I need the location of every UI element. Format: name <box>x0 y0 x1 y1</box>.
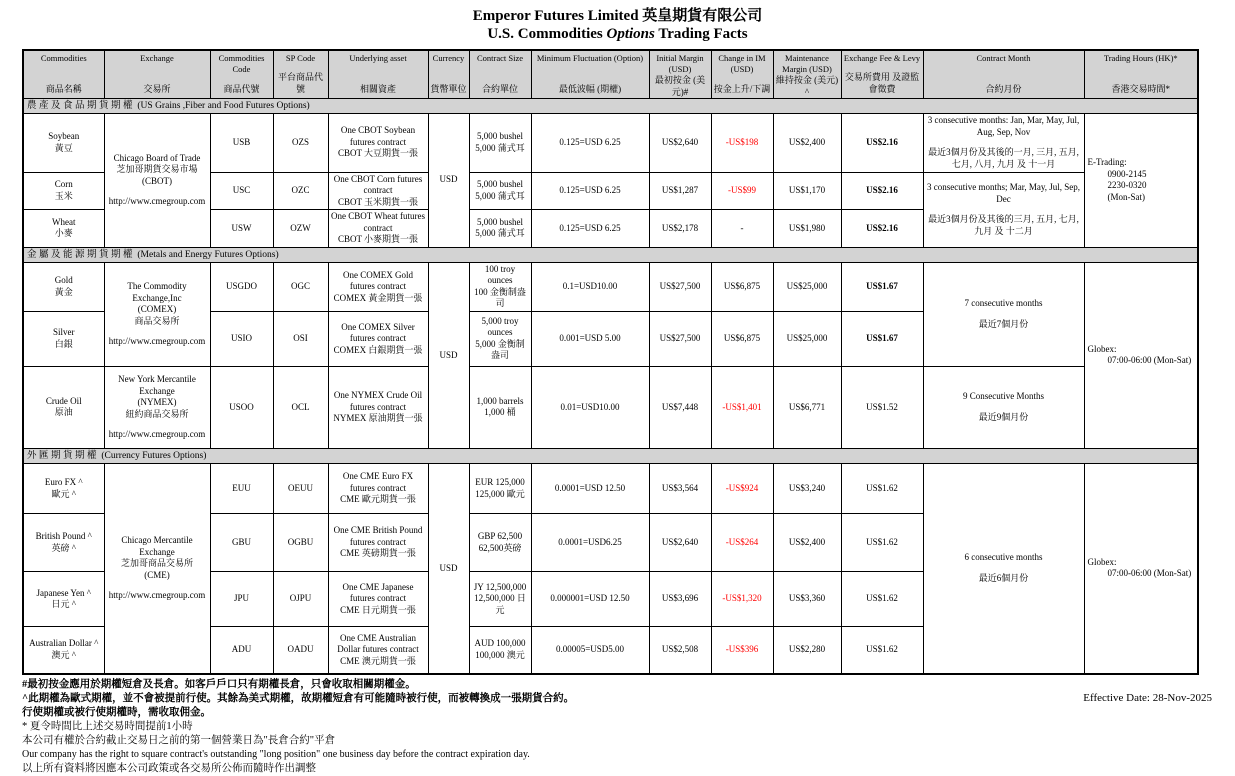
gbp-exchange-fee: US$1.62 <box>841 514 923 572</box>
footnote-square-en: Our company has the right to square contract's outstanding "long position" one business day before the contract expiration day. <box>22 748 530 760</box>
header-en: Contract Month <box>976 53 1031 64</box>
document-title-italic: Options <box>606 26 655 42</box>
en-line: 100 troy ounces <box>484 263 516 286</box>
col-header-sp-code <box>273 50 328 98</box>
silver-exchange-fee: US$1.67 <box>841 311 923 366</box>
header-zh: 相關資產 <box>359 83 396 94</box>
header-zh: 香港交易時間* <box>1111 83 1170 94</box>
wheat-code: USW <box>210 210 273 248</box>
gold-initial-margin: US$27,500 <box>649 262 711 311</box>
gbp-min-fluctuation: 0.0001=USD6.25 <box>531 514 649 572</box>
soybean-commodity <box>23 113 104 172</box>
cornwheat-contract-month <box>923 172 1084 247</box>
trading-hours-grains <box>1084 113 1198 247</box>
header-zh: 交易所 <box>143 83 171 94</box>
header-en: Trading Hours (HK)* <box>1103 53 1178 64</box>
hours-line: 07:00-06:00 (Mon-Sat) <box>1107 568 1192 579</box>
col-header-maintenance-margin <box>773 50 841 98</box>
zh-line: 125,000 歐元 <box>475 488 525 499</box>
header-en: SP Code <box>285 53 316 64</box>
gold-maintenance-margin: US$25,000 <box>773 262 841 311</box>
crude-code: USOO <box>210 366 273 448</box>
aud-code: ADU <box>210 627 273 674</box>
aud-change-im: -US$396 <box>711 627 773 674</box>
exchange-name-en: New York Mercantile Exchange <box>118 374 196 396</box>
header-en: Commodities <box>40 53 87 64</box>
zh-line: CME 澳元期貨一張 <box>340 655 416 666</box>
col-header-contract-size <box>469 50 531 98</box>
col-header-commodities-code <box>210 50 273 98</box>
section-title-en: (US Grains ,Fiber and Food Futures Options) <box>135 100 310 111</box>
header-zh: 最初按金 (美元)# <box>654 75 706 97</box>
en-line: One CME Japanese futures contract <box>342 581 414 604</box>
corn-maintenance-margin: US$1,170 <box>773 172 841 210</box>
silver-initial-margin: US$27,500 <box>649 311 711 366</box>
silver-underlying <box>328 311 428 366</box>
exchange-name-zh: 紐約商品交易所 <box>125 408 189 419</box>
zh-line: 5,000 蒲式耳 <box>475 142 525 153</box>
en-line: One CBOT Soybean futures contract <box>340 125 416 147</box>
corn-code: USC <box>210 172 273 210</box>
soybean-code: USB <box>210 113 273 172</box>
corn-exchange-fee: US$2.16 <box>841 172 923 210</box>
gbp-initial-margin: US$2,640 <box>649 514 711 572</box>
exchange-comex <box>104 262 210 366</box>
zh-line: CBOT 玉米期貨一張 <box>337 196 419 207</box>
exchange-url: http://www.cmegroup.com <box>108 429 206 440</box>
section-title-grains <box>23 98 1198 113</box>
jpy-maintenance-margin: US$3,360 <box>773 572 841 627</box>
en-line: EUR 125,000 <box>475 477 525 488</box>
exchange-nymex <box>104 366 210 448</box>
zh-line: 玉米 <box>54 190 73 201</box>
exchange-name-en: Chicago Mercantile Exchange <box>121 535 193 557</box>
goldsilver-contract-month <box>923 262 1084 366</box>
header-zh: 商品代號 <box>223 83 260 94</box>
soybean-min-fluctuation: 0.125=USD 6.25 <box>531 113 649 172</box>
euro-contract-size <box>469 464 531 514</box>
crude-contract-size <box>469 366 531 448</box>
footnote-square-zh: 本公司有權於合約截止交易日之前的第一個營業日為"長倉合約"平倉 <box>22 734 336 746</box>
section-title-zh: 農產及食品期貨期權 <box>27 100 136 111</box>
gold-min-fluctuation: 0.1=USD10.00 <box>531 262 649 311</box>
exchange-abbr: (CME) <box>144 569 170 580</box>
gold-contract-size <box>469 262 531 311</box>
zh-line: 5,000 蒲式耳 <box>475 190 525 201</box>
en-line: One NYMEX Crude Oil futures contract <box>333 390 423 412</box>
zh-line: 5,000 蒲式耳 <box>475 228 525 239</box>
month-en: 9 Consecutive Months <box>963 391 1044 402</box>
currency-grains: USD <box>428 113 469 247</box>
header-zh: 合約單位 <box>481 83 518 94</box>
exchange-abbr: (CBOT) <box>142 175 172 186</box>
en-line: Japanese Yen ^ <box>36 587 91 598</box>
corn-min-fluctuation: 0.125=USD 6.25 <box>531 172 649 210</box>
month-en: 3 consecutive months: Jan, Mar, May, Jul, Aug, Sep, Nov <box>927 115 1080 137</box>
aud-exchange-fee: US$1.62 <box>841 627 923 674</box>
exchange-name-zh: 芝加哥期貨交易市場 <box>116 164 198 175</box>
header-zh: 商品名稱 <box>45 83 82 94</box>
section-title-metals <box>23 247 1198 262</box>
crude-min-fluctuation: 0.01=USD10.00 <box>531 366 649 448</box>
jpy-sp-code: OJPU <box>273 572 328 627</box>
footnote-european-option: ^此期權為歐式期權，並不會被提前行使。其餘為美式期權，故期權短倉有可能隨時被行使，而被轉換成一張期貨合約。 <box>22 692 575 704</box>
fx-contract-month <box>923 464 1084 674</box>
en-line: 5,000 bushel <box>477 131 523 142</box>
col-header-contract-month <box>923 50 1084 98</box>
col-header-commodities <box>23 50 104 98</box>
gold-code: USGDO <box>210 262 273 311</box>
soybean-change-im: -US$198 <box>711 113 773 172</box>
zh-line: 黃豆 <box>54 142 73 153</box>
col-header-min-fluctuation <box>531 50 649 98</box>
aud-contract-size <box>469 627 531 674</box>
header-en: Exchange Fee & Levy <box>843 53 921 64</box>
hours-line: 0900-2145 <box>1107 168 1147 179</box>
en-line: Silver <box>53 327 75 338</box>
zh-line: 原油 <box>54 407 73 418</box>
corn-contract-size <box>469 172 531 210</box>
header-zh: 最低波幅 (期權) <box>558 83 622 94</box>
gbp-code: GBU <box>210 514 273 572</box>
exchange-cbot <box>104 113 210 247</box>
header-zh: 按金上升/下調 <box>713 83 771 94</box>
zh-line: 小麥 <box>54 228 73 239</box>
wheat-change-im: - <box>711 210 773 248</box>
crude-underlying <box>328 366 428 448</box>
header-zh: 平台商品代號 <box>277 72 323 94</box>
jpy-contract-size <box>469 572 531 627</box>
crude-initial-margin: US$7,448 <box>649 366 711 448</box>
hours-line: 07:00-06:00 (Mon-Sat) <box>1107 355 1192 366</box>
aud-min-fluctuation: 0.00005=USD5.00 <box>531 627 649 674</box>
section-title-en: (Currency Futures Options) <box>99 450 207 461</box>
en-line: Soybean <box>48 131 80 142</box>
en-line: One CME Australian Dollar futures contract <box>337 632 419 655</box>
section-row-metals <box>23 247 1198 262</box>
gold-change-im: US$6,875 <box>711 262 773 311</box>
zh-line: 5,000 金衡制盎司 <box>475 338 525 361</box>
crude-contract-month <box>923 366 1084 448</box>
company-title: Emperor Futures Limited 英皇期貨有限公司 <box>472 8 763 24</box>
wheat-exchange-fee: US$2.16 <box>841 210 923 248</box>
wheat-sp-code: OZW <box>273 210 328 248</box>
header-zh: 合約月份 <box>985 83 1022 94</box>
corn-initial-margin: US$1,287 <box>649 172 711 210</box>
aud-initial-margin: US$2,508 <box>649 627 711 674</box>
table-row <box>23 366 1198 448</box>
gold-exchange-fee: US$1.67 <box>841 262 923 311</box>
euro-code: EUU <box>210 464 273 514</box>
exchange-name-zh: 芝加哥商品交易所 <box>120 558 193 569</box>
silver-contract-size <box>469 311 531 366</box>
trading-hours-metals <box>1084 262 1198 448</box>
header-en: Initial Margin (USD) <box>656 53 704 75</box>
table-row <box>23 113 1198 172</box>
hours-line: 2230-0320 <box>1107 180 1147 191</box>
en-line: One COMEX Gold futures contract <box>343 269 413 292</box>
gbp-contract-size <box>469 514 531 572</box>
exchange-url: http://www.cmegroup.com <box>108 196 206 207</box>
month-en: 7 consecutive months <box>964 298 1043 309</box>
euro-commodity <box>23 464 104 514</box>
document-title-suffix: Trading Facts <box>654 26 748 42</box>
footnote-initial-margin: #最初按金應用於期權短倉及長倉。如客戶戶口只有期權長倉，只會收取相關期權金。 <box>22 678 416 690</box>
wheat-contract-size <box>469 210 531 248</box>
month-zh: 最近7個月份 <box>978 318 1029 329</box>
exchange-name-zh: 商品交易所 <box>134 315 180 326</box>
wheat-commodity <box>23 210 104 248</box>
en-line: Euro FX ^ <box>44 477 83 488</box>
zh-line: COMEX 黃金期貨一張 <box>333 292 423 303</box>
header-en: Change in IM (USD) <box>718 53 766 75</box>
euro-exchange-fee: US$1.62 <box>841 464 923 514</box>
exchange-cme <box>104 464 210 674</box>
soybean-initial-margin: US$2,640 <box>649 113 711 172</box>
zh-line: 英磅 ^ <box>51 542 76 553</box>
header-en: Commodities Code <box>218 53 265 75</box>
en-line: AUD 100,000 <box>474 638 526 649</box>
en-line: One COMEX Silver futures contract <box>341 321 415 344</box>
crude-maintenance-margin: US$6,771 <box>773 366 841 448</box>
section-row-currency <box>23 448 1198 463</box>
document-title-prefix: U.S. Commodities <box>487 26 607 42</box>
header-en: Currency <box>432 53 465 64</box>
zh-line: CME 英磅期貨一張 <box>340 548 416 559</box>
soybean-contract-month <box>923 113 1084 172</box>
en-line: JY 12,500,000 <box>473 581 527 592</box>
hours-line: (Mon-Sat) <box>1107 191 1145 202</box>
month-zh: 最近3個月份及其後的三月, 五月, 七月, 九月 及 十二月 <box>928 214 1079 236</box>
zh-line: NYMEX 原油期貨一張 <box>333 413 423 424</box>
crude-exchange-fee: US$1.52 <box>841 366 923 448</box>
silver-sp-code: OSI <box>273 311 328 366</box>
euro-change-im: -US$924 <box>711 464 773 514</box>
en-line: 1,000 barrels <box>476 395 524 406</box>
aud-commodity <box>23 627 104 674</box>
section-row-grains <box>23 98 1198 113</box>
section-title-en: (Metals and Energy Futures Options) <box>135 249 279 260</box>
soybean-underlying <box>328 113 428 172</box>
section-title-zh: 外匯期貨期權 <box>27 450 100 461</box>
gold-underlying <box>328 262 428 311</box>
exchange-name-en: Chicago Board of Trade <box>113 152 201 163</box>
gold-sp-code: OGC <box>273 262 328 311</box>
header-en: Contract Size <box>476 53 524 64</box>
zh-line: CBOT 小麥期貨一張 <box>337 234 419 245</box>
footnote-adjustment: 以上所有資料將因應本公司政策或各交易所公佈而隨時作出調整 <box>22 762 316 774</box>
gbp-commodity <box>23 514 104 572</box>
footnote-summer-time: * 夏令時間比上述交易時間提前1小時 <box>22 720 193 732</box>
en-line: One CME Euro FX futures contract <box>342 471 414 493</box>
aud-underlying <box>328 627 428 674</box>
jpy-change-im: -US$1,320 <box>711 572 773 627</box>
col-header-exchange <box>104 50 210 98</box>
en-line: One CBOT Wheat futures contract <box>331 211 425 233</box>
zh-line: 12,500,000 日元 <box>474 593 526 615</box>
euro-initial-margin: US$3,564 <box>649 464 711 514</box>
gbp-underlying <box>328 514 428 572</box>
header-en: Underlying asset <box>349 53 407 64</box>
en-line: British Pound ^ <box>35 531 92 542</box>
crude-sp-code: OCL <box>273 366 328 448</box>
gbp-change-im: -US$264 <box>711 514 773 572</box>
en-line: Gold <box>54 275 73 286</box>
exchange-url: http://www.cmegroup.com <box>108 336 206 347</box>
wheat-min-fluctuation: 0.125=USD 6.25 <box>531 210 649 248</box>
aud-sp-code: OADU <box>273 627 328 674</box>
corn-sp-code: OZC <box>273 172 328 210</box>
euro-sp-code: OEUU <box>273 464 328 514</box>
zh-line: 澳元 ^ <box>51 649 76 660</box>
currency-metals: USD <box>428 262 469 448</box>
header-zh: 維持按金 (美元) ^ <box>775 75 839 97</box>
silver-min-fluctuation: 0.001=USD 5.00 <box>531 311 649 366</box>
euro-maintenance-margin: US$3,240 <box>773 464 841 514</box>
section-title-currency <box>23 448 1198 463</box>
silver-change-im: US$6,875 <box>711 311 773 366</box>
header-zh: 交易所費用 及證監會徵費 <box>844 72 920 94</box>
month-zh: 最近3個月份及其後的一月, 三月, 五月, 七月, 八月, 九月 及 十一月 <box>928 147 1079 169</box>
zh-line: 歐元 ^ <box>51 488 76 499</box>
wheat-maintenance-margin: US$1,980 <box>773 210 841 248</box>
header-en: Minimum Fluctuation (Option) <box>536 53 644 64</box>
table-header-row <box>23 50 1198 98</box>
corn-change-im: -US$99 <box>711 172 773 210</box>
corn-underlying <box>328 172 428 210</box>
exchange-url: http://www.cmegroup.com <box>108 590 206 601</box>
jpy-exchange-fee: US$1.62 <box>841 572 923 627</box>
crude-commodity <box>23 366 104 448</box>
zh-line: COMEX 白銀期貨一張 <box>333 344 423 355</box>
zh-line: CME 歐元期貨一張 <box>340 494 416 505</box>
gbp-sp-code: OGBU <box>273 514 328 572</box>
effective-date: Effective Date: 28-Nov-2025 <box>1083 691 1212 704</box>
euro-min-fluctuation: 0.0001=USD 12.50 <box>531 464 649 514</box>
en-line: GBP 62,500 <box>477 531 523 542</box>
trading-facts-table <box>22 49 1199 675</box>
col-header-exchange-fee <box>841 50 923 98</box>
exchange-name-en: The Commodity Exchange,Inc <box>127 281 187 303</box>
jpy-min-fluctuation: 0.000001=USD 12.50 <box>531 572 649 627</box>
hours-label: Globex: <box>1087 343 1117 354</box>
footnotes <box>22 678 1212 776</box>
en-line: 5,000 bushel <box>477 179 523 190</box>
jpy-code: JPU <box>210 572 273 627</box>
soybean-sp-code: OZS <box>273 113 328 172</box>
gbp-maintenance-margin: US$2,400 <box>773 514 841 572</box>
table-row <box>23 464 1198 514</box>
en-line: 5,000 troy ounces <box>481 315 519 338</box>
table-row <box>23 262 1198 311</box>
zh-line: 日元 ^ <box>51 599 76 610</box>
col-header-initial-margin <box>649 50 711 98</box>
silver-code: USIO <box>210 311 273 366</box>
zh-line: CME 日元期貨一張 <box>340 604 416 615</box>
euro-underlying <box>328 464 428 514</box>
zh-line: 100,000 澳元 <box>475 649 525 660</box>
document-header <box>0 0 1235 43</box>
zh-line: CBOT 大豆期貨一張 <box>337 148 419 159</box>
zh-line: 黃金 <box>54 286 73 297</box>
crude-change-im: -US$1,401 <box>711 366 773 448</box>
col-header-currency <box>428 50 469 98</box>
silver-commodity <box>23 311 104 366</box>
zh-line: 白銀 <box>54 338 73 349</box>
footnote-commission: 行使期權或被行使期權時，需收取佣金。 <box>22 706 211 718</box>
month-zh: 最近9個月份 <box>978 411 1029 422</box>
col-header-change-in-im <box>711 50 773 98</box>
en-line: 5,000 bushel <box>477 216 523 227</box>
wheat-initial-margin: US$2,178 <box>649 210 711 248</box>
en-line: Wheat <box>52 216 76 227</box>
exchange-abbr: (COMEX) <box>137 304 177 315</box>
zh-line: 62,500英磅 <box>478 542 522 553</box>
en-line: One CME British Pound futures contract <box>333 525 423 547</box>
month-en: 6 consecutive months <box>964 552 1043 563</box>
zh-line: 1,000 桶 <box>484 407 516 418</box>
soybean-exchange-fee: US$2.16 <box>841 113 923 172</box>
wheat-underlying <box>328 210 428 248</box>
jpy-underlying <box>328 572 428 627</box>
month-en: 3 consecutive months; Mar, May, Jul, Sep, Dec <box>926 182 1081 204</box>
soybean-contract-size <box>469 113 531 172</box>
en-line: One CBOT Corn futures contract <box>333 173 423 196</box>
corn-commodity <box>23 172 104 210</box>
aud-maintenance-margin: US$2,280 <box>773 627 841 674</box>
trading-hours-fx <box>1084 464 1198 674</box>
header-zh: 貨幣單位 <box>430 83 467 94</box>
en-line: Corn <box>54 179 73 190</box>
jpy-initial-margin: US$3,696 <box>649 572 711 627</box>
header-en: Maintenance Margin (USD) <box>782 53 832 75</box>
en-line: Crude Oil <box>45 395 82 406</box>
col-header-trading-hours <box>1084 50 1198 98</box>
hours-label: Globex: <box>1087 556 1117 567</box>
jpy-commodity <box>23 572 104 627</box>
zh-line: 100 金衡制盎司 <box>474 286 526 309</box>
hours-label: E-Trading: <box>1087 157 1127 168</box>
silver-maintenance-margin: US$25,000 <box>773 311 841 366</box>
section-title-zh: 金屬及能源期貨期權 <box>27 249 136 260</box>
exchange-abbr: (NYMEX) <box>137 397 177 408</box>
month-zh: 最近6個月份 <box>978 572 1029 583</box>
header-en: Exchange <box>140 53 174 64</box>
col-header-underlying-asset <box>328 50 428 98</box>
document-title <box>0 25 1235 43</box>
currency-fx: USD <box>428 464 469 674</box>
en-line: Australian Dollar ^ <box>29 638 99 649</box>
soybean-maintenance-margin: US$2,400 <box>773 113 841 172</box>
gold-commodity <box>23 262 104 311</box>
